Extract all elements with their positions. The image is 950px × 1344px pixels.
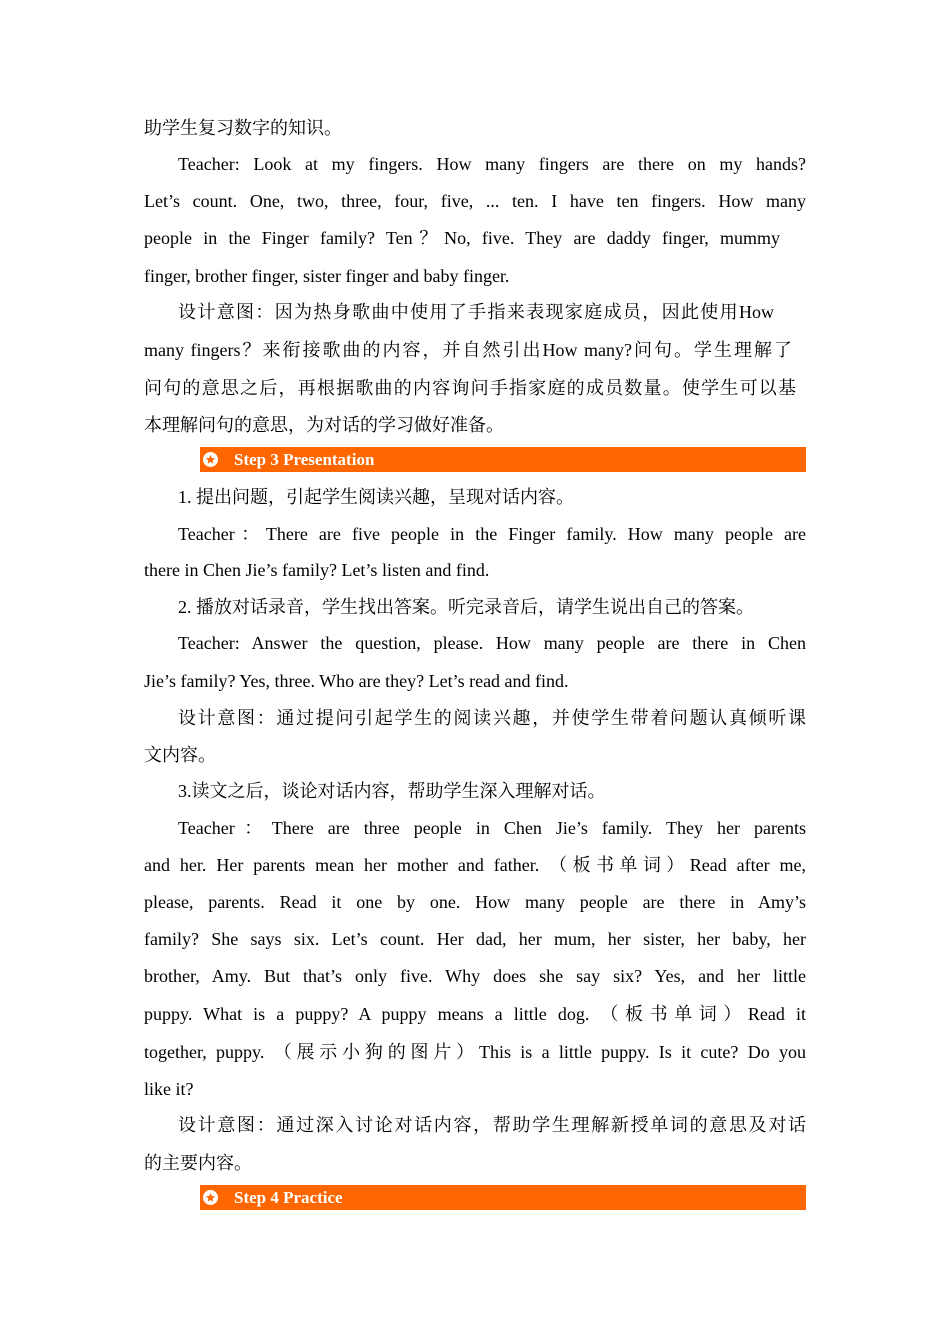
paragraph-line: many fingers？来衔接歌曲的内容，并自然引出How many?问句。学生理解了 xyxy=(144,340,792,360)
step-4-label: Step 4 Practice xyxy=(234,1188,343,1207)
paragraph-line: brother, Amy. But that’s only five. Why does she say six? Yes, and her little xyxy=(144,966,806,986)
paragraph-line: puppy. What is a puppy? A puppy means a little dog. （板书单词）Read it xyxy=(144,1004,806,1024)
paragraph-line: 文内容。 xyxy=(144,745,216,765)
paragraph-line: family? She says six. Let’s count. Her dad, her mum, her sister, her baby, her xyxy=(144,929,806,949)
star-circle-icon xyxy=(203,1190,218,1205)
paragraph-line: Jie’s family? Yes, three. Who are they? Let’s read and find. xyxy=(144,671,569,691)
paragraph-line: Teacher: Answer the question, please. How many people are there in Chen xyxy=(178,633,806,653)
paragraph-line: Teacher：There are five people in the Finger family. How many people are xyxy=(178,524,806,544)
paragraph-line: like it? xyxy=(144,1079,194,1099)
step-3-heading xyxy=(200,447,806,472)
paragraph-line: 助学生复习数字的知识。 xyxy=(144,118,342,138)
paragraph-line: please, parents. Read it one by one. How many people are there in Amy’s xyxy=(144,892,806,912)
step-3-label: Step 3 Presentation xyxy=(234,450,375,469)
paragraph-line: 设计意图：通过提问引起学生的阅读兴趣，并使学生带着问题认真倾听课 xyxy=(178,708,806,728)
paragraph-line: there in Chen Jie’s family? Let’s listen and find. xyxy=(144,560,490,580)
paragraph-line: and her. Her parents mean her mother and father. （板书单词）Read after me, xyxy=(144,855,806,875)
paragraph-line: finger, brother finger, sister finger and baby finger. xyxy=(144,266,510,286)
paragraph-line: people in the Finger family? Ten？No, five. They are daddy finger, mummy xyxy=(144,228,780,248)
paragraph-line: 本理解问句的意思，为对话的学习做好准备。 xyxy=(144,415,504,435)
star-circle-icon xyxy=(203,452,218,467)
step-4-heading xyxy=(200,1185,806,1210)
paragraph-line: 的主要内容。 xyxy=(144,1153,252,1173)
paragraph-line: together, puppy. （展示小狗的图片）This is a little puppy. Is it cute? Do you xyxy=(144,1042,806,1062)
paragraph-line: 问句的意思之后，再根据歌曲的内容询问手指家庭的成员数量。使学生可以基 xyxy=(144,378,796,398)
paragraph-line: 1. 提出问题，引起学生阅读兴趣，呈现对话内容。 xyxy=(178,487,574,507)
paragraph-line: 设计意图：通过深入讨论对话内容，帮助学生理解新授单词的意思及对话 xyxy=(178,1115,806,1135)
paragraph-line: Teacher：There are three people in Chen Jie’s family. They her parents xyxy=(178,818,806,838)
paragraph-line: 3.读文之后，谈论对话内容，帮助学生深入理解对话。 xyxy=(178,781,606,801)
paragraph-line: Teacher: Look at my fingers. How many fingers are there on my hands? xyxy=(178,154,806,174)
paragraph-line: Let’s count. One, two, three, four, five, ... ten. I have ten fingers. How many xyxy=(144,191,806,211)
paragraph-line: 设计意图：因为热身歌曲中使用了手指来表现家庭成员，因此使用How xyxy=(178,302,774,322)
paragraph-line: 2. 播放对话录音，学生找出答案。听完录音后，请学生说出自己的答案。 xyxy=(178,597,754,617)
